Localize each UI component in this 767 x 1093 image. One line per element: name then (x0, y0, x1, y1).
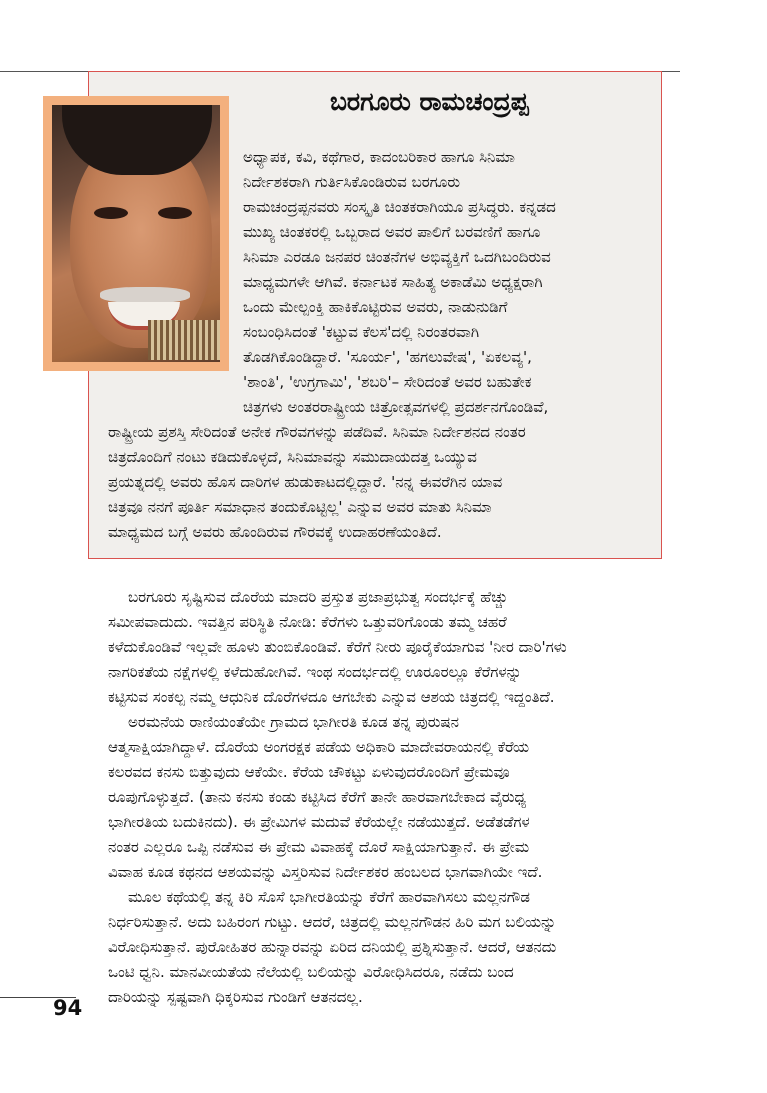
box-line: ಚಿತ್ರದೊಂದಿಗೆ ನಂಟು ಕಡಿದುಕೊಳ್ಳದೆ, ಸಿನಿಮಾವನ್ನು ಸಮುದಾಯದತ್ತ ಒಯ್ಯುವ (108, 448, 477, 466)
box-line: ತೊಡಗಿಕೊಂಡಿದ್ದಾರೆ. 'ಸೂರ್ಯ', 'ಹಗಲುವೇಷ', 'ಏಕಲವ್ಯ', (243, 348, 532, 366)
body-line: ವಿವಾಹ ಕೂಡ ಕಥನದ ಆಶಯವನ್ನು ವಿಸ್ತರಿಸುವ ನಿರ್ದೇಶಕರ ಹಂಬಲದ ಭಾಗವಾಗಿಯೇ ಇದೆ. (108, 863, 543, 881)
box-line: ಸಂಬಂಧಿಸಿದಂತೆ 'ಕಟ್ಟುವ ಕೆಲಸ'ದಲ್ಲಿ ನಿರಂತರವಾಗಿ (243, 323, 480, 341)
body-line: ಭಾಗೀರತಿಯ ಬದುಕಿನದು). ಈ ಪ್ರೇಮಿಗಳ ಮದುವೆ ಕೆರೆಯಲ್ಲೇ ನಡೆಯುತ್ತದೆ. ಅಡೆತಡೆಗಳ (108, 813, 530, 831)
box-line: ಒಂದು ಮೇಲ್ಪಂಕ್ತಿ ಹಾಕಿಕೊಟ್ಟಿರುವ ಅವರು, ನಾಡುನುಡಿಗೆ (243, 298, 508, 316)
box-line: 'ಶಾಂತಿ', 'ಉಗ್ರಗಾಮಿ', 'ಶಬರಿ'– ಸೇರಿದಂತೆ ಅವರ ಬಹುತೇಕ (243, 373, 532, 391)
body-line: ಆತ್ಮಸಾಕ್ಷಿಯಾಗಿದ್ದಾಳೆ. ದೊರೆಯ ಅಂಗರಕ್ಷಕ ಪಡೆಯ ಅಧಿಕಾರಿ ಮಾದೇವರಾಯನಲ್ಲಿ ಕೆರೆಯ (108, 738, 530, 756)
box-line: ರಾಮಚಂದ್ರಪ್ಪನವರು ಸಂಸ್ಕೃತಿ ಚಿಂತಕರಾಗಿಯೂ ಪ್ರಸಿದ್ಧರು. ಕನ್ನಡದ (243, 198, 556, 216)
box-line: ಸಿನಿಮಾ ಎರಡೂ ಜನಪರ ಚಿಂತನೆಗಳ ಅಭಿವ್ಯಕ್ತಿಗೆ ಒದಗಿಬಂದಿರುವ (243, 248, 551, 266)
body-line: ನಾಗರಿಕತೆಯ ನಕ್ಷೆಗಳಲ್ಲಿ ಕಳೆದುಹೋಗಿವೆ. ಇಂಥ ಸಂದರ್ಭದಲ್ಲಿ ಊರೂರಲ್ಲೂ ಕೆರೆಗಳನ್ನು (108, 663, 522, 681)
box-title: ಬರಗೂರು ರಾಮಚಂದ್ರಪ್ಪ (330, 87, 529, 116)
body-line: ಕಲರವದ ಕನಸು ಬಿತ್ತುವುದು ಆಕೆಯೇ. ಕೆರೆಯ ಚೌಕಟ್ಟು ಏಳುವುದರೊಂದಿಗೆ ಪ್ರೇಮವೂ (108, 763, 510, 781)
body-line: ನಿರ್ಧರಿಸುತ್ತಾನೆ. ಅದು ಬಹಿರಂಗ ಗುಟ್ಟು. ಆದರೆ, ಚಿತ್ರದಲ್ಲಿ ಮಲ್ಲನಗೌಡನ ಹಿರಿ ಮಗ ಬಲಿಯನ್ನು (108, 913, 557, 931)
box-line: ಮಾಧ್ಯಮಗಳೇ ಆಗಿವೆ. ಕರ್ನಾಟಕ ಸಾಹಿತ್ಯ ಅಕಾಡೆಮಿ ಅಧ್ಯಕ್ಷರಾಗಿ (243, 273, 543, 291)
author-photo (52, 105, 220, 362)
body-line: ವಿರೋಧಿಸುತ್ತಾನೆ. ಪುರೋಹಿತರ ಹುನ್ನಾರವನ್ನು ಏರಿದ ದನಿಯಲ್ಲಿ ಪ್ರಶ್ನಿಸುತ್ತಾನೆ. ಆದರೆ, ಆತನದು (108, 938, 557, 956)
body-line: ನಂತರ ಎಲ್ಲರೂ ಒಪ್ಪಿ ನಡೆಸುವ ಈ ಪ್ರೇಮ ವಿವಾಹಕ್ಕೆ ದೊರೆ ಸಾಕ್ಷಿಯಾಗುತ್ತಾನೆ. ಈ ಪ್ರೇಮ (108, 838, 530, 856)
box-line: ಮಾಧ್ಯಮದ ಬಗ್ಗೆ ಅವರು ಹೊಂದಿರುವ ಗೌರವಕ್ಕೆ ಉದಾಹರಣೆಯಂತಿದೆ. (108, 523, 442, 541)
box-line: ನಿರ್ದೇಶಕರಾಗಿ ಗುರ್ತಿಸಿಕೊಂಡಿರುವ ಬರಗೂರು (243, 173, 461, 191)
photo-mustache (100, 287, 190, 303)
author-photo-frame (43, 96, 229, 371)
body-line: ದಾರಿಯನ್ನು ಸ್ಪಷ್ಟವಾಗಿ ಧಿಕ್ಕರಿಸುವ ಗುಂಡಿಗೆ ಆತನದಲ್ಲ. (108, 988, 363, 1006)
body-line: ಕಟ್ಟಿಸುವ ಸಂಕಲ್ಪ ನಮ್ಮ ಆಧುನಿಕ ದೊರೆಗಳದೂ ಆಗಬೇಕು ಎನ್ನುವ ಆಶಯ ಚಿತ್ರದಲ್ಲಿ ಇದ್ದಂತಿದೆ. (108, 688, 555, 706)
box-line: ಮುಖ್ಯ ಚಿಂತಕರಲ್ಲಿ ಒಬ್ಬರಾದ ಅವರ ಪಾಲಿಗೆ ಬರವಣಿಗೆ ಹಾಗೂ (243, 223, 541, 241)
body-line: ಅರಮನೆಯ ರಾಣಿಯಂತೆಯೇ ಗ್ರಾಮದ ಭಾಗೀರತಿ ಕೂಡ ತನ್ನ ಪುರುಷನ (128, 713, 459, 731)
body-line: ಮೂಲ ಕಥೆಯಲ್ಲಿ ತನ್ನ ಕಿರಿ ಸೊಸೆ ಭಾಗೀರತಿಯನ್ನು ಕೆರೆಗೆ ಹಾರವಾಗಿಸಲು ಮಲ್ಲನಗೌಡ (128, 888, 530, 906)
photo-eye-right (158, 207, 192, 219)
page-number: 94 (53, 996, 83, 1020)
body-line: ಕಳೆದುಕೊಂಡಿವೆ ಇಲ್ಲವೇ ಹೂಳು ತುಂಬಿಕೊಂಡಿವೆ. ಕೆರೆಗೆ ನೀರು ಪೂರೈಕೆಯಾಗುವ 'ನೀರ ದಾರಿ'ಗಳು (108, 638, 567, 656)
photo-eye-left (94, 207, 128, 219)
box-line: ಚಿತ್ರಗಳು ಅಂತರರಾಷ್ಟ್ರೀಯ ಚಿತ್ರೋತ್ಸವಗಳಲ್ಲಿ ಪ್ರದರ್ಶನಗೊಂಡಿವೆ, (243, 398, 549, 416)
box-line: ರಾಷ್ಟ್ರೀಯ ಪ್ರಶಸ್ತಿ ಸೇರಿದಂತೆ ಅನೇಕ ಗೌರವಗಳನ್ನು ಪಡೆದಿವೆ. ಸಿನಿಮಾ ನಿರ್ದೇಶನದ ನಂತರ (108, 423, 526, 441)
body-line: ಸಮೀಪವಾದುದು. ಇವತ್ತಿನ ಪರಿಸ್ಥಿತಿ ನೋಡಿ: ಕೆರೆಗಳು ಒತ್ತುವರಿಗೊಂಡು ತಮ್ಮ ಚಹರೆ (108, 613, 507, 631)
box-line: ಅಧ್ಯಾಪಕ, ಕವಿ, ಕಥೆಗಾರ, ಕಾದಂಬರಿಕಾರ ಹಾಗೂ ಸಿನಿಮಾ (243, 148, 515, 166)
body-line: ಒಂಟಿ ಧ್ವನಿ. ಮಾನವೀಯತೆಯ ನೆಲೆಯಲ್ಲಿ ಬಲಿಯನ್ನು ವಿರೋಧಿಸಿದರೂ, ನಡೆದು ಬಂದ (108, 963, 514, 981)
box-line: ಪ್ರಯತ್ನದಲ್ಲಿ ಅವರು ಹೊಸ ದಾರಿಗಳ ಹುಡುಕಾಟದಲ್ಲಿದ್ದಾರೆ. 'ನನ್ನ ಈವರೆಗಿನ ಯಾವ (108, 473, 503, 491)
body-line: ಬರಗೂರು ಸೃಷ್ಟಿಸುವ ದೊರೆಯ ಮಾದರಿ ಪ್ರಸ್ತುತ ಪ್ರಜಾಪ್ರಭುತ್ವ ಸಂದರ್ಭಕ್ಕೆ ಹೆಚ್ಚು (128, 588, 508, 606)
photo-collar (148, 320, 220, 360)
box-line: ಚಿತ್ರವೂ ನನಗೆ ಪೂರ್ತಿ ಸಮಾಧಾನ ತಂದುಕೊಟ್ಟಿಲ್ಲ' ಎನ್ನುವ ಅವರ ಮಾತು ಸಿನಿಮಾ (108, 498, 492, 516)
body-line: ರೂಪುಗೊಳ್ಳುತ್ತದೆ. (ತಾನು ಕನಸು ಕಂಡು ಕಟ್ಟಿಸಿದ ಕೆರೆಗೆ ತಾನೇ ಹಾರವಾಗಬೇಕಾದ ವೈರುಧ್ಯ (108, 788, 527, 806)
